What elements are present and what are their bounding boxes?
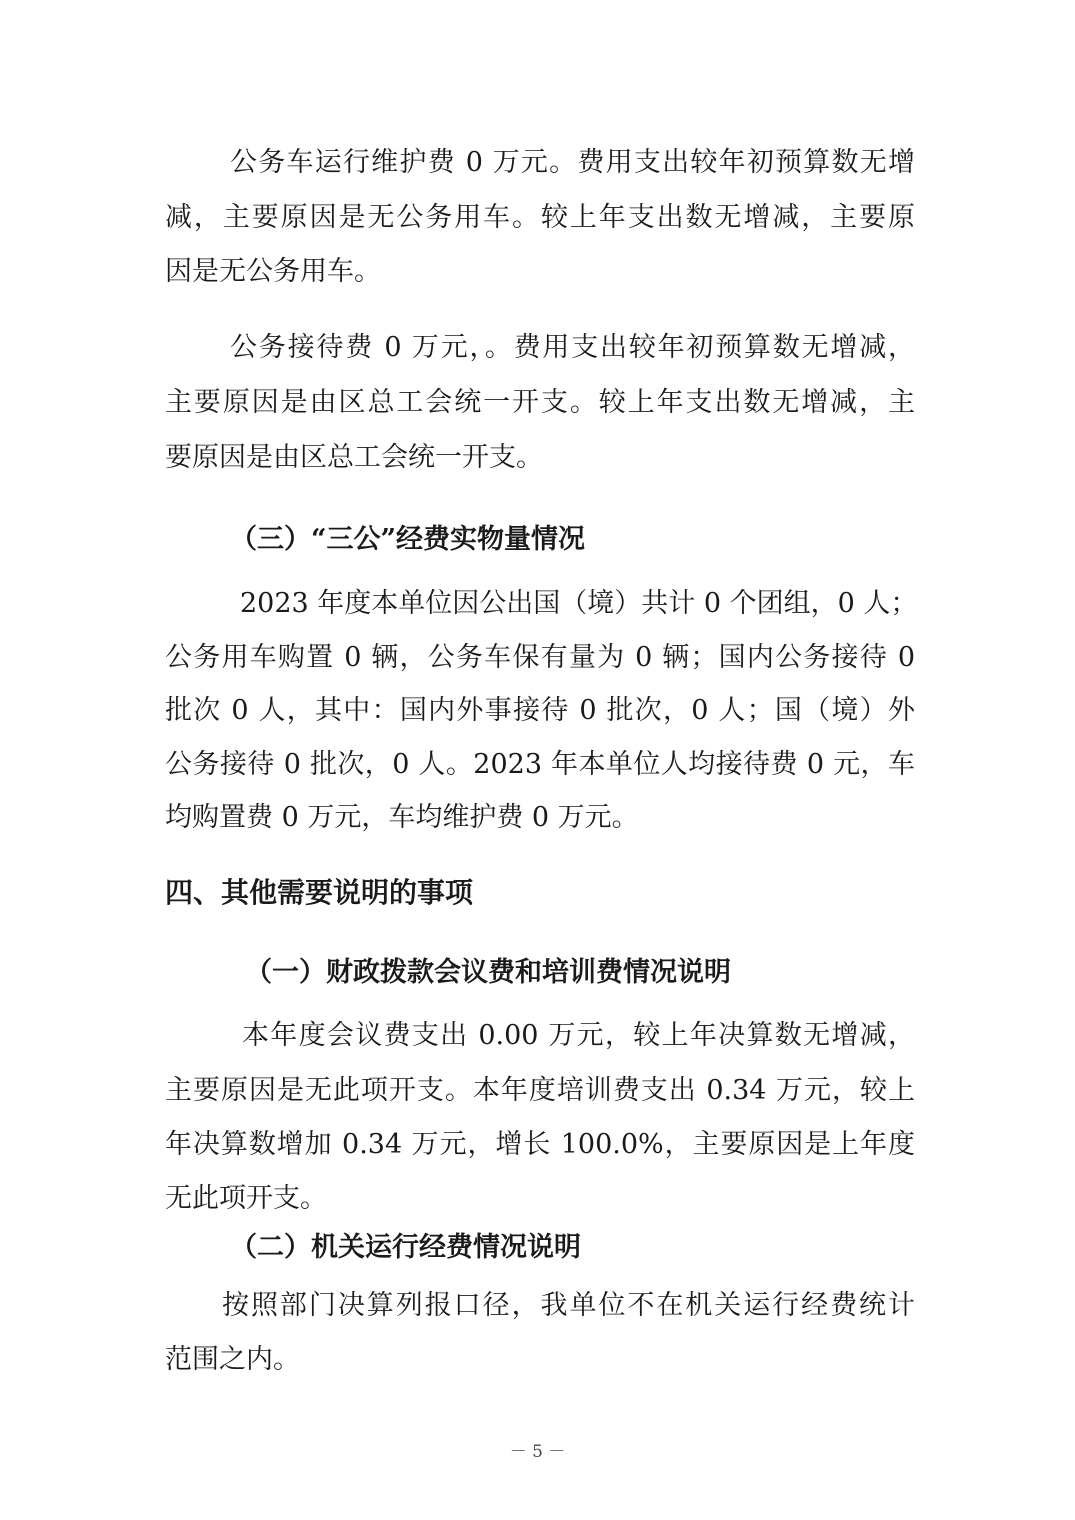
para-reception-line-2: 主要原因是由区总工会统一开支。较上年支出数无增减，主 <box>165 387 915 418</box>
para-car-line-1: 公务车运行维护费 0 万元。费用支出较年初预算数无增 <box>230 147 915 178</box>
para-quantity-line-3: 批次 0 人，其中：国内外事接待 0 批次，0 人；国（境）外 <box>165 695 915 726</box>
heading-operation-expenses: （二）机关运行经费情况说明 <box>230 1232 581 1263</box>
para-quantity-line-4: 公务接待 0 批次，0 人。2023 年本单位人均接待费 0 元，车 <box>165 749 915 780</box>
para-meeting-line-2: 主要原因是无此项开支。本年度培训费支出 0.34 万元，较上 <box>165 1075 915 1106</box>
para-reception-line-3: 要原因是由区总工会统一开支。 <box>165 442 543 473</box>
para-reception-line-1: 公务接待费 0 万元，。费用支出较年初预算数无增减， <box>230 332 915 363</box>
para-quantity-line-1: 2023 年度本单位因公出国（境）共计 0 个团组，0 人； <box>240 588 918 619</box>
para-car-line-2: 减，主要原因是无公务用车。较上年支出数无增减，主要原 <box>165 202 915 233</box>
para-quantity-line-5: 均购置费 0 万元，车均维护费 0 万元。 <box>165 802 639 833</box>
para-operation-line-2: 范围之内。 <box>165 1344 300 1375</box>
para-meeting-line-1: 本年度会议费支出 0.00 万元，较上年决算数无增减， <box>242 1020 915 1051</box>
para-meeting-line-3: 年决算数增加 0.34 万元，增长 100.0%，主要原因是上年度 <box>165 1129 915 1160</box>
para-meeting-line-4: 无此项开支。 <box>165 1183 327 1214</box>
section-four-title: 四、其他需要说明的事项 <box>165 876 474 909</box>
heading-three-public-expenses-quantity: （三）“三公”经费实物量情况 <box>230 524 586 555</box>
page-number: － 5 － <box>509 1442 566 1462</box>
para-operation-line-1: 按照部门决算列报口径，我单位不在机关运行经费统计 <box>222 1290 915 1321</box>
heading-meeting-training-fees: （一）财政拨款会议费和培训费情况说明 <box>245 957 731 988</box>
para-quantity-line-2: 公务用车购置 0 辆，公务车保有量为 0 辆；国内公务接待 0 <box>165 642 915 673</box>
para-car-line-3: 因是无公务用车。 <box>165 256 381 287</box>
